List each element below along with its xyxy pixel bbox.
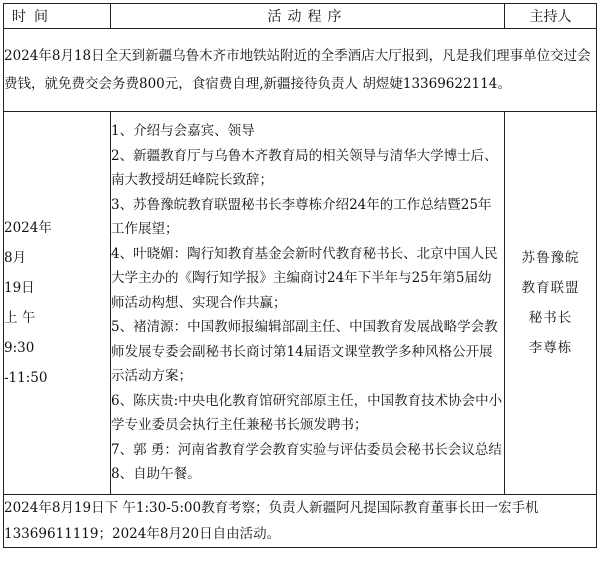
registration-notice: 2024年8月18日全天到新疆乌鲁木齐市地铁站附近的全季酒店大厅报到，凡是我们理事单位交过会费钱，就免费交会务费800元，食宿费自理,新疆接待负责人 胡煜婕13369622114。	[4, 29, 597, 112]
agenda-item: 4、叶晓媚：陶行知教育基金会新时代教育秘书长、北京中国人民大学主办的《陶行知学报》主编商讨24年下半年与25年第5届幼师活动构想、实现合作共赢；	[111, 245, 498, 311]
session-time-line: 9:30	[4, 340, 35, 356]
agenda-item: 2、新疆教育厅与乌鲁木齐教育局的相关领导与清华大学博士后、南大教授胡廷峰院长致辞；	[111, 147, 498, 189]
session-time	[4, 112, 111, 495]
session-time-line: 19日	[4, 280, 35, 296]
host-line: 秘书长	[528, 310, 573, 326]
time-header: 时间	[4, 4, 111, 29]
footer-row	[4, 495, 597, 548]
agenda-list	[111, 112, 505, 495]
header-row	[4, 4, 597, 29]
agenda-item: 7、郭 勇：河南省教育学会教育实验与评估委员会秘书长会议总结	[111, 441, 502, 458]
agenda-item: 5、褚清源：中国教师报编辑部副主任、中国教育发展战略学会教师发展专委会副秘书长商讨第14届语文课堂教学多种风格公开展示活动方案；	[111, 319, 498, 385]
notice-row	[4, 29, 597, 112]
agenda-item: 1、介绍与会嘉宾、领导	[111, 123, 255, 140]
schedule-table	[3, 3, 597, 548]
session-time-line: 2024年	[4, 220, 52, 236]
session-time-line: 8月	[4, 250, 27, 266]
host-header: 主持人	[505, 4, 597, 29]
session-time-line: 上 午	[4, 310, 36, 326]
agenda-item: 8、自助午餐。	[111, 466, 201, 483]
afternoon-notice: 2024年8月19日下 午1:30-5:00教育考察；负责人新疆阿凡提国际教育董事长田一宏手机13369611119；2024年8月20日自由活动。	[4, 495, 597, 548]
session-host	[505, 112, 597, 495]
agenda-item: 3、苏鲁豫皖教育联盟秘书长李尊栋介绍24年的工作总结暨25年工作展望；	[111, 196, 492, 238]
agenda-item: 6、陈庆贵:中央电化教育馆研究部原主任，中国教育技术协会中小学专业委员会执行主任兼秘书长颁发聘书；	[111, 392, 503, 434]
host-line: 李尊栋	[528, 340, 573, 356]
host-line: 苏鲁豫皖	[521, 250, 580, 266]
host-line: 教育联盟	[521, 280, 580, 296]
session-row	[4, 112, 597, 495]
program-header: 活动程序	[111, 4, 505, 29]
session-time-line: -11:50	[4, 370, 48, 386]
